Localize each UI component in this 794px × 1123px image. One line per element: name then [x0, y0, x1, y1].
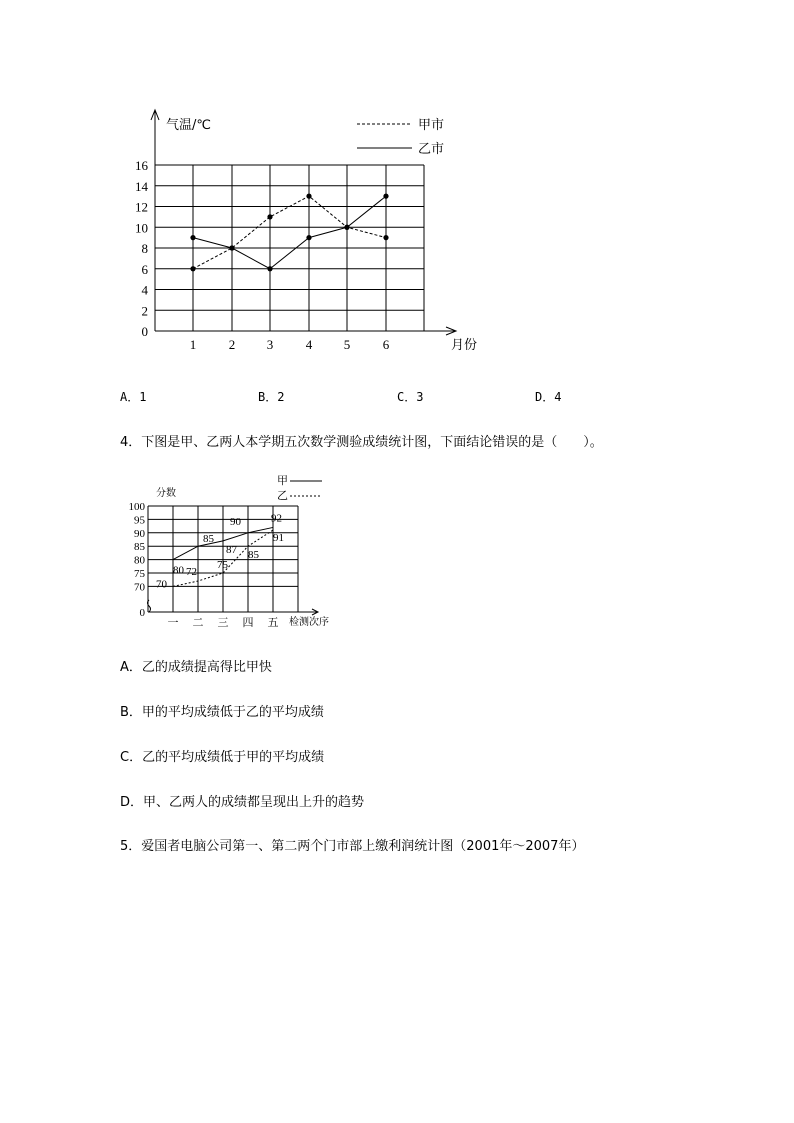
chart2-y-tick-label: 85: [134, 541, 145, 554]
chart1-legend-label-jia: 甲市: [418, 118, 445, 133]
chart2-y-ticks: [129, 501, 146, 619]
chart2-x-tick-label: 三: [217, 616, 229, 629]
chart2-x-tick-label: 五: [267, 616, 279, 629]
chart2-data-label-jia: 92: [271, 512, 282, 525]
q3-option-b[interactable]: B．2: [258, 390, 285, 404]
chart1-y-tick-label: 6: [141, 261, 148, 277]
chart1-x-tick-label: 1: [189, 337, 197, 352]
chart1-y-tick-label: 8: [141, 241, 148, 256]
q3-option-a[interactable]: A．1: [120, 390, 147, 404]
chart1-y-tick-label: 16: [135, 158, 148, 173]
chart2-y-tick-label: 70: [134, 581, 145, 594]
chart1-x-tick-label: 3: [266, 337, 274, 352]
chart1-x-tick-label: 5: [343, 337, 351, 352]
chart2-data-label-yi: 91: [273, 532, 284, 545]
chart1-y-axis-label: 气温/℃: [166, 118, 211, 133]
chart2-y-tick-label: 0: [139, 607, 145, 619]
chart2-x-axis-label: 检测次序: [289, 617, 329, 628]
chart1-x-tick-label: 6: [382, 337, 390, 352]
chart2-data-label-yi: 85: [248, 549, 259, 562]
chart2-data-labels: [156, 512, 284, 590]
chart2-y-tick-label: 90: [134, 527, 145, 540]
chart2-data-label-yi: 70: [156, 578, 167, 591]
chart2-data-label-yi: 75: [217, 559, 228, 571]
chart2-legend-label-yi: 乙: [277, 489, 288, 502]
chart1-x-tick-label: 4: [305, 337, 313, 352]
chart2-legend-label-jia: 甲: [277, 474, 288, 487]
chart1-y-tick-label: 0: [141, 324, 148, 339]
chart2-y-tick-label: 75: [134, 568, 145, 580]
chart1-y-tick-label: 10: [135, 220, 148, 236]
chart1-x-axis-label: 月份: [451, 338, 478, 353]
chart2-y-tick-label: 100: [128, 501, 145, 513]
chart2-data-label-jia: 90: [230, 515, 241, 528]
chart2-data-label-jia: 80: [173, 564, 184, 577]
chart2-x-tick-label: 四: [242, 616, 254, 629]
q4-option-b[interactable]: B．甲的平均成绩低于乙的平均成绩: [120, 705, 324, 720]
q3-option-c[interactable]: C．3: [397, 390, 424, 404]
chart2-x-tick-label: 一: [167, 616, 179, 629]
chart2-y-tick-label: 80: [134, 554, 145, 567]
chart2-data-label-yi: 72: [186, 566, 197, 579]
chart2-x-ticks: [168, 616, 279, 629]
chart2-data-label-jia: 87: [226, 543, 237, 556]
chart2-y-tick-label: 95: [134, 514, 145, 527]
q4-option-d[interactable]: D．甲、乙两人的成绩都呈现出上升的趋势: [120, 795, 365, 810]
chart2-x-tick-label: 二: [192, 616, 204, 629]
question-4-stem: 4．下图是甲、乙两人本学期五次数学测验成绩统计图，下面结论错误的是（ ）。: [120, 435, 603, 450]
chart1-y-tick-label: 2: [141, 303, 148, 319]
chart1-y-tick-label: 4: [141, 282, 148, 298]
q4-option-a[interactable]: A．乙的成绩提高得比甲快: [120, 660, 272, 675]
chart2-y-axis-label: 分数: [156, 488, 176, 499]
chart2-data-label-jia: 85: [203, 533, 214, 546]
q3-option-d[interactable]: D．4: [535, 390, 562, 404]
question-5-stem: 5．爱国者电脑公司第一、第二两个门市部上缴利润统计图（2001年～2007年）: [120, 839, 585, 854]
q4-option-c[interactable]: C．乙的平均成绩低于甲的平均成绩: [120, 750, 325, 765]
chart1-y-tick-label: 14: [135, 178, 148, 194]
chart1-legend-label-yi: 乙市: [418, 142, 445, 157]
chart1-y-tick-label: 12: [135, 199, 148, 215]
chart1-x-tick-label: 2: [228, 337, 236, 352]
